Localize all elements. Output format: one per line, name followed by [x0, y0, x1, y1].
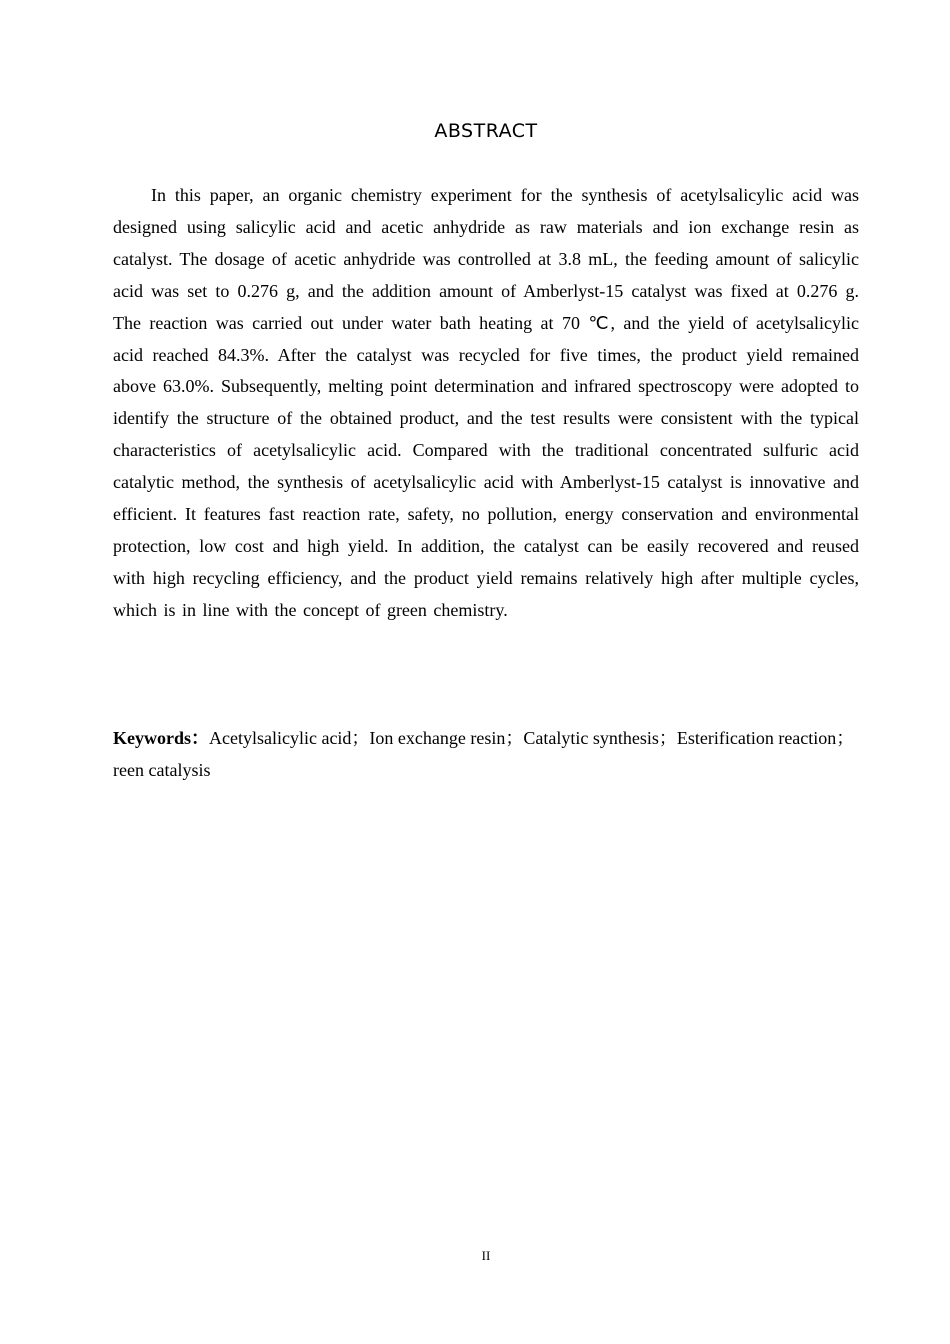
abstract-title: ABSTRACT	[434, 120, 538, 142]
page-number: II	[481, 1248, 491, 1263]
keywords-line	[113, 723, 859, 787]
keywords-label: Keywords：	[113, 728, 209, 748]
keywords-text: Acetylsalicylic acid；Ion exchange resin；Catalytic synthesis；Esterification reaction；reen catalysis	[113, 728, 855, 780]
abstract-paragraph: In this paper, an organic chemistry experiment for the synthesis of acetylsalicylic acid was designed using salicylic acid and acetic anhydride as raw materials and ion exchange resin as catalyst. The dosage of acetic anhydride was controlled at 3.8 mL, the feeding amount of salicylic acid was set to 0.276 g, and the addition amount of Amberlyst-15 catalyst was fixed at 0.276 g. The reaction was carried out under water bath heating at 70 ℃, and the yield of acetylsalicylic acid reached 84.3%. After the catalyst was recycled for five times, the product yield remained above 63.0%. Subsequently, melting point determination and infrared spectroscopy were adopted to identify the structure of the obtained product, and the test results were consistent with the typical characteristics of acetylsalicylic acid. Compared with the traditional concentrated sulfuric acid catalytic method, the synthesis of acetylsalicylic acid with Amberlyst-15 catalyst is innovative and efficient. It features fast reaction rate, safety, no pollution, energy conservation and environmental protection, low cost and high yield. In addition, the catalyst can be easily recovered and reused with high recycling efficiency, and the product yield remains relatively high after multiple cycles, which is in line with the concept of green chemistry.	[113, 185, 859, 620]
